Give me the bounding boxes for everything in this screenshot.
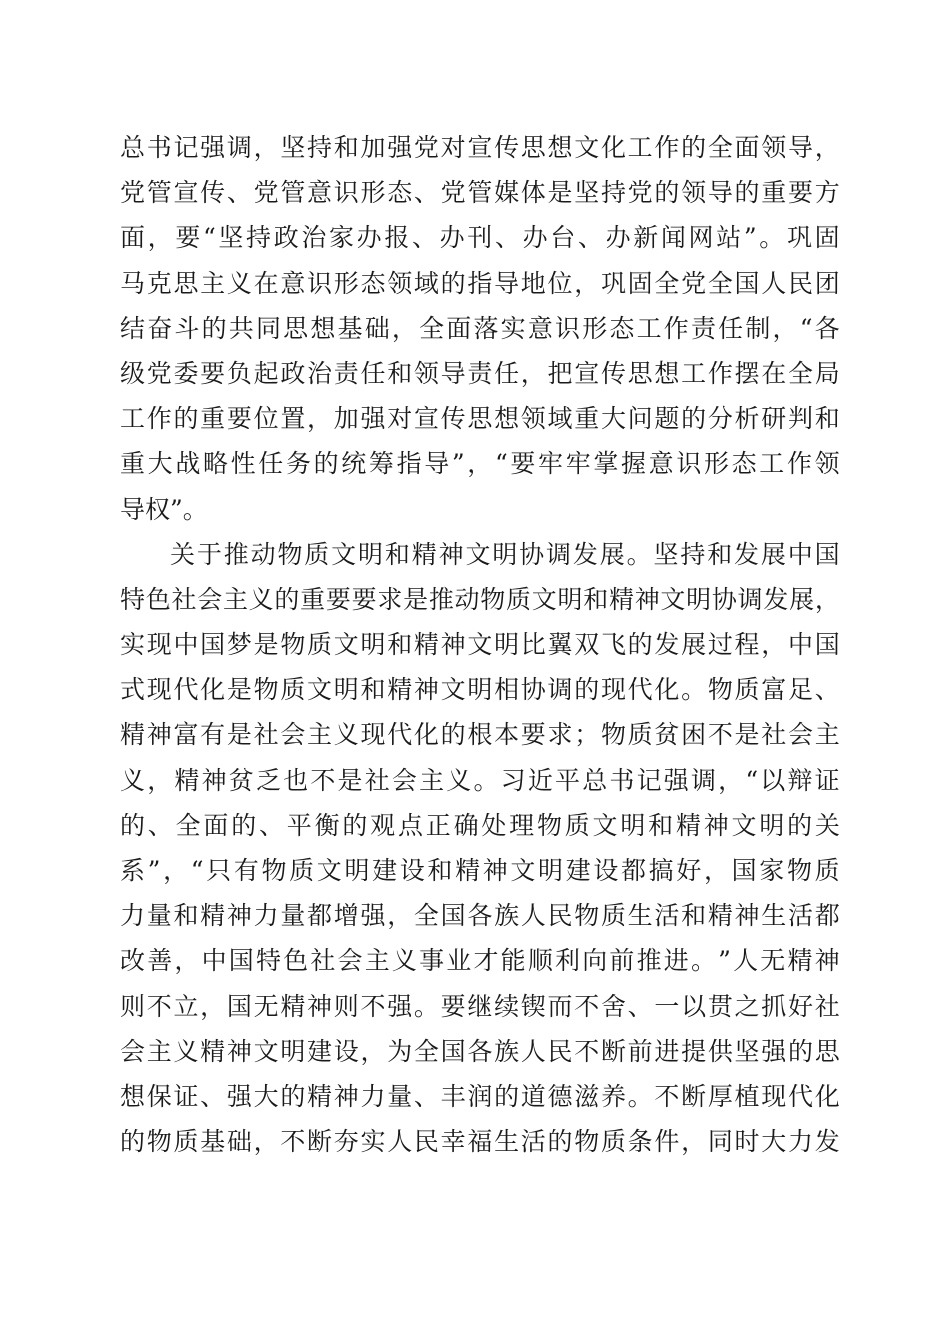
paragraph-party-leadership (120, 125, 840, 532)
text-line: 的 物 质 基 础 ， 不 断 夯 实 人 民 幸 福 生 活 的 物 质 条 件 ， 同 时 大 力 发 (120, 1127, 840, 1157)
text-line: 精 神 富 有 是 社 会 主 义 现 代 化 的 根 本 要 求 ； 物 质 贫 困 不 是 社 会 主 (120, 720, 840, 750)
text-line: 导权”。 (120, 494, 208, 524)
text-line: 总 书 记 强 调 ， 坚 持 和 加 强 党 对 宣 传 思 想 文 化 工 作 的 全 面 领 导 ， (120, 133, 840, 162)
text-line: 改 善 ， 中 国 特 色 社 会 主 义 事 业 才 能 顺 利 向 前 推 进 。 ” 人 无 精 神 (120, 946, 840, 976)
document-body (120, 125, 840, 1164)
text-line: 关 于 推 动 物 质 文 明 和 精 神 文 明 协 调 发 展 。 坚 持 和 发 展 中 国 (170, 539, 840, 569)
text-line: 级 党 委 要 负 起 政 治 责 任 和 领 导 责 任 ， 把 宣 传 思 想 工 作 摆 在 全 局 (120, 358, 840, 388)
text-line: 力 量 和 精 神 力 量 都 增 强 ， 全 国 各 族 人 民 物 质 生 活 和 精 神 生 活 都 (120, 901, 840, 931)
text-line: 面 ， 要 “ 坚 持 政 治 家 办 报 、 办 刊 、 办 台 、 办 新 闻 网 站 ” 。 巩 固 (120, 223, 840, 253)
text-line: 党 管 宣 传 、 党 管 意 识 形 态 、 党 管 媒 体 是 坚 持 党 的 领 导 的 重 要 方 (120, 178, 840, 208)
text-line: 则 不 立 ， 国 无 精 神 则 不 强 。 要 继 续 锲 而 不 舍 、 一 以 贯 之 抓 好 社 (120, 991, 840, 1021)
text-line: 特 色 社 会 主 义 的 重 要 要 求 是 推 动 物 质 文 明 和 精 神 文 明 协 调 发 展 ， (120, 584, 840, 614)
text-line: 想 保 证 、 强 大 的 精 神 力 量 、 丰 润 的 道 德 滋 养 。 不 断 厚 植 现 代 化 (120, 1081, 840, 1111)
text-line: 义 ， 精 神 贫 乏 也 不 是 社 会 主 义 。 习 近 平 总 书 记 强 调 ， “ 以 辩 证 (120, 765, 840, 795)
text-line: 重 大 战 略 性 任 务 的 统 筹 指 导 ” ， “ 要 牢 牢 掌 握 意 识 形 态 工 作 领 (120, 449, 840, 479)
text-line: 式 现 代 化 是 物 质 文 明 和 精 神 文 明 相 协 调 的 现 代 化 。 物 质 富 足 、 (120, 675, 840, 705)
text-line: 结 奋 斗 的 共 同 思 想 基 础 ， 全 面 落 实 意 识 形 态 工 作 责 任 制 ， “ 各 (120, 313, 840, 343)
text-line: 的 、 全 面 的 、 平 衡 的 观 点 正 确 处 理 物 质 文 明 和 精 神 文 明 的 关 (120, 810, 840, 840)
text-line: 会 主 义 精 神 文 明 建 设 ， 为 全 国 各 族 人 民 不 断 前 进 提 供 坚 强 的 思 (120, 1036, 840, 1066)
text-line: 工 作 的 重 要 位 置 ， 加 强 对 宣 传 思 想 领 域 重 大 问 题 的 分 析 研 判 和 (120, 404, 840, 434)
text-line: 马 克 思 主 义 在 意 识 形 态 领 域 的 指 导 地 位 ， 巩 固 全 党 全 国 人 民 团 (120, 268, 840, 298)
paragraph-material-spiritual (120, 532, 840, 1165)
text-line: 系 ” ， “ 只 有 物 质 文 明 建 设 和 精 神 文 明 建 设 都 搞 好 ， 国 家 物 质 (120, 856, 840, 885)
text-line: 实 现 中 国 梦 是 物 质 文 明 和 精 神 文 明 比 翼 双 飞 的 发 展 过 程 ， 中 国 (120, 630, 840, 660)
